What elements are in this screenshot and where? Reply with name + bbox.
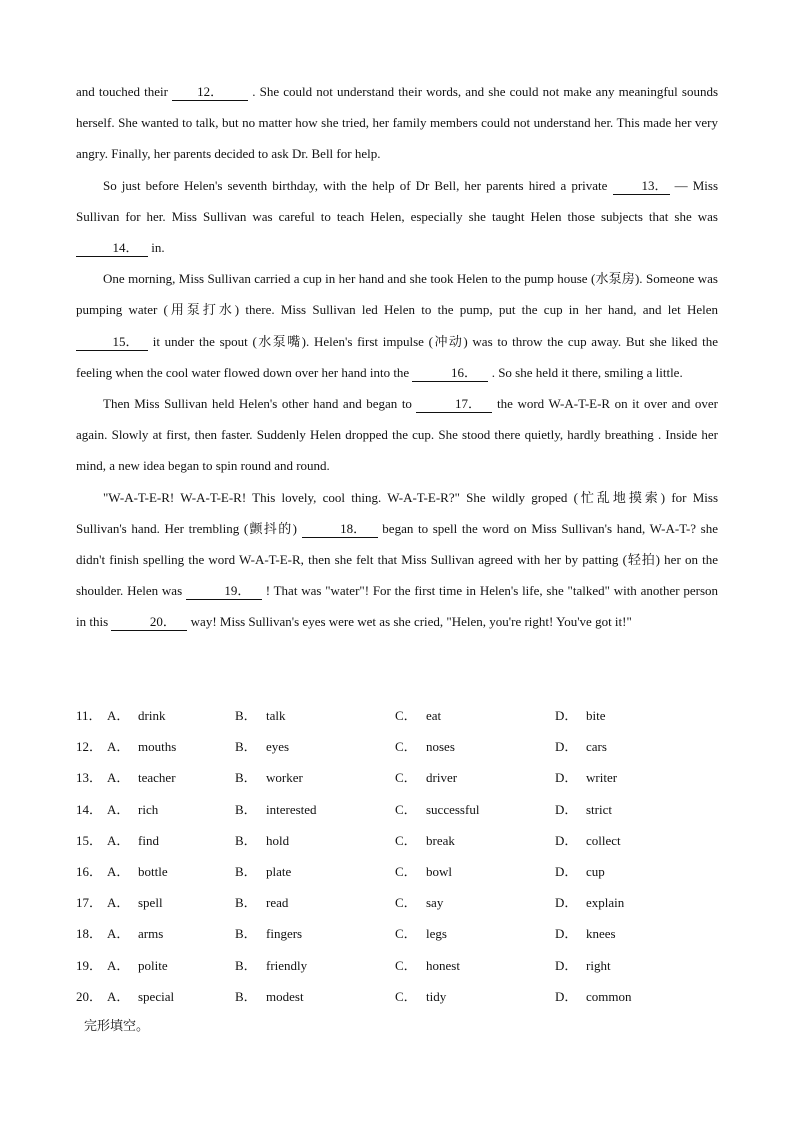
- option-letter: A．: [107, 957, 130, 973]
- text: way! Miss Sullivan's eyes were wet as she cried, "Helen, you're right! You've got it!": [190, 614, 632, 630]
- text: — Miss Sullivan for her. Miss Sullivan was careful to teach Helen, especially she taught Helen those subjects that she was: [76, 177, 719, 224]
- option-letter: C．: [395, 895, 417, 911]
- option-letter: B．: [235, 863, 257, 879]
- option-a[interactable]: [76, 856, 168, 887]
- option-letter: C．: [395, 926, 417, 942]
- blank-14: 14．: [76, 240, 148, 257]
- text: in.: [151, 240, 165, 256]
- option-letter: C．: [395, 708, 417, 723]
- option-c[interactable]: [395, 794, 479, 825]
- option-text: knees: [586, 926, 616, 942]
- option-text: modest: [266, 988, 304, 1004]
- option-text: drink: [138, 708, 166, 723]
- option-d[interactable]: [555, 700, 606, 731]
- option-text: writer: [586, 770, 618, 786]
- option-c[interactable]: [395, 700, 441, 731]
- option-text: friendly: [266, 957, 308, 973]
- option-letter: B．: [235, 801, 257, 817]
- option-text: mouths: [138, 739, 177, 755]
- paragraph-2: [76, 170, 718, 264]
- question-number: 11．: [76, 708, 102, 723]
- option-text: common: [586, 988, 632, 1004]
- question-number: 14．: [76, 801, 103, 817]
- option-text: read: [266, 895, 289, 911]
- option-d[interactable]: [555, 981, 632, 1012]
- option-letter: D．: [555, 801, 578, 817]
- text: One morning, Miss Sullivan carried a cup in her hand and she took Helen to the pump house (水泵房). Someone was pumping water (用泵打水) there. Miss Sullivan led Helen to the pump, put the cup in her hand, and let Helen: [76, 271, 718, 318]
- option-text: interested: [266, 801, 317, 817]
- option-letter: D．: [555, 863, 578, 879]
- paragraph-1: [76, 76, 718, 170]
- option-b[interactable]: [235, 700, 286, 731]
- question-number: 12．: [76, 739, 103, 755]
- option-c[interactable]: [395, 981, 446, 1012]
- option-letter: B．: [235, 957, 257, 973]
- option-letter: B．: [235, 895, 257, 911]
- option-letter: A．: [107, 988, 130, 1004]
- text: . She could not understand their words, and she could not make any meaningful sounds herself. She wanted to talk, but no matter how she tried, her family members could not understand her. This made her very angry. Finally, her parents decided to ask Dr. Bell for help.: [76, 84, 719, 162]
- blank-15: 15．: [76, 334, 148, 351]
- option-letter: A．: [107, 801, 130, 817]
- option-a[interactable]: [76, 731, 176, 762]
- blank-13: 13．: [613, 178, 670, 195]
- question-number: 19．: [76, 957, 103, 973]
- option-letter: B．: [235, 739, 257, 755]
- option-c[interactable]: [395, 825, 455, 856]
- option-letter: D．: [555, 708, 578, 723]
- option-row: [76, 731, 736, 762]
- option-d[interactable]: [555, 918, 616, 949]
- text: the word W-A-T-E-R on it over and over again. Slowly at first, then faster. Suddenly Helen dropped the cup. She stood there quietly, hardly breathing . Inside her mind, a new idea began to spin round and round.: [76, 396, 718, 474]
- option-text: find: [138, 832, 159, 848]
- paragraph-5: [76, 482, 718, 638]
- option-a[interactable]: [76, 794, 158, 825]
- option-row: [76, 950, 736, 981]
- option-letter: B．: [235, 708, 257, 723]
- option-text: right: [586, 957, 611, 973]
- option-text: rich: [138, 801, 159, 817]
- option-row: [76, 825, 736, 856]
- blank-12: 12．: [172, 84, 248, 101]
- option-c[interactable]: [395, 918, 447, 949]
- blank-19: 19．: [186, 583, 262, 600]
- option-a[interactable]: [76, 950, 168, 981]
- option-c[interactable]: [395, 887, 443, 918]
- option-b[interactable]: [235, 918, 302, 949]
- option-row: [76, 856, 736, 887]
- option-text: noses: [426, 739, 455, 755]
- question-number: 15．: [76, 832, 103, 848]
- option-text: bottle: [138, 863, 168, 879]
- option-text: special: [138, 988, 175, 1004]
- option-b[interactable]: [235, 981, 304, 1012]
- option-text: bite: [586, 708, 606, 723]
- option-text: tidy: [426, 988, 447, 1004]
- option-a[interactable]: [76, 887, 163, 918]
- option-a[interactable]: [76, 700, 165, 731]
- option-letter: C．: [395, 739, 417, 755]
- option-row: [76, 918, 736, 949]
- option-text: successful: [426, 801, 480, 817]
- option-c[interactable]: [395, 950, 460, 981]
- option-d[interactable]: [555, 731, 607, 762]
- option-text: eyes: [266, 739, 290, 755]
- option-text: honest: [426, 957, 460, 973]
- option-d[interactable]: [555, 762, 617, 793]
- option-letter: A．: [107, 708, 130, 723]
- option-d[interactable]: [555, 794, 612, 825]
- paragraph-3: [76, 263, 718, 388]
- option-letter: D．: [555, 895, 578, 911]
- option-text: fingers: [266, 926, 303, 942]
- text: So just before Helen's seventh birthday, with the help of Dr Bell, her parents hired a private: [103, 177, 608, 193]
- option-text: polite: [138, 957, 168, 973]
- option-d[interactable]: [555, 950, 611, 981]
- option-b[interactable]: [235, 794, 317, 825]
- option-row: [76, 887, 736, 918]
- question-number: 13．: [76, 770, 103, 786]
- option-a[interactable]: [76, 762, 176, 793]
- option-b[interactable]: [235, 762, 303, 793]
- option-letter: D．: [555, 770, 578, 786]
- option-text: say: [426, 895, 444, 911]
- option-a[interactable]: [76, 981, 174, 1012]
- option-b[interactable]: [235, 825, 289, 856]
- text: . So she held it there, smiling a little.: [491, 364, 683, 380]
- option-a[interactable]: [76, 918, 163, 949]
- option-letter: D．: [555, 957, 578, 973]
- question-number: 17．: [76, 895, 103, 911]
- option-text: worker: [266, 770, 303, 786]
- text: Then Miss Sullivan held Helen's other hand and began to: [103, 396, 412, 412]
- passage: [76, 76, 718, 638]
- option-letter: D．: [555, 988, 578, 1004]
- blank-18: 18．: [302, 521, 378, 538]
- option-text: collect: [586, 832, 621, 848]
- option-c[interactable]: [395, 762, 457, 793]
- option-letter: D．: [555, 739, 578, 755]
- option-letter: C．: [395, 957, 417, 973]
- option-text: strict: [586, 801, 612, 817]
- text: it under the spout (水泵嘴). Helen's first impulse (冲动) was to throw the cup away. But she liked the feeling when the cool water flowed down over her hand into the: [76, 333, 718, 380]
- question-number: 16．: [76, 863, 103, 879]
- option-letter: A．: [107, 895, 130, 911]
- option-c[interactable]: [395, 731, 455, 762]
- option-d[interactable]: [555, 856, 605, 887]
- text: "W-A-T-E-R! W-A-T-E-R! This lovely, cool thing. W-A-T-E-R?" She wildly groped (忙乱地摸索) for Miss Sullivan's hand. Her trembling (颤抖的): [76, 489, 718, 536]
- option-letter: B．: [235, 926, 257, 942]
- paragraph-4: [76, 388, 718, 482]
- option-letter: B．: [235, 770, 257, 786]
- option-text: cars: [586, 739, 607, 755]
- option-c[interactable]: [395, 856, 452, 887]
- option-letter: C．: [395, 832, 417, 848]
- option-row: [76, 762, 736, 793]
- option-text: talk: [266, 708, 286, 723]
- option-d[interactable]: [555, 825, 621, 856]
- option-text: bowl: [426, 863, 452, 879]
- option-letter: D．: [555, 926, 578, 942]
- option-text: driver: [426, 770, 458, 786]
- option-b[interactable]: [235, 887, 288, 918]
- option-row: [76, 700, 736, 731]
- option-letter: C．: [395, 801, 417, 817]
- option-letter: B．: [235, 832, 257, 848]
- question-number: 20．: [76, 988, 103, 1004]
- text: and touched their: [76, 84, 168, 99]
- question-number: 18．: [76, 926, 103, 942]
- option-text: break: [426, 832, 455, 848]
- option-letter: A．: [107, 770, 130, 786]
- option-row: [76, 794, 736, 825]
- options-list: [76, 700, 736, 1012]
- option-d[interactable]: [555, 887, 624, 918]
- option-text: hold: [266, 832, 290, 848]
- option-b[interactable]: [235, 950, 307, 981]
- option-b[interactable]: [235, 731, 289, 762]
- option-letter: B．: [235, 988, 257, 1004]
- text: began to spell the word on Miss Sullivan's hand, W-A-T-? she didn't finish spelling the word W-A-T-E-R, then she felt that Miss Sullivan agreed with her by patting (轻拍) her on the shoulder. Helen was: [76, 520, 719, 599]
- option-text: legs: [426, 926, 447, 942]
- blank-17: 17．: [416, 396, 492, 413]
- option-text: explain: [586, 895, 625, 911]
- option-letter: A．: [107, 863, 130, 879]
- option-letter: C．: [395, 770, 417, 786]
- option-b[interactable]: [235, 856, 291, 887]
- blank-20: 20．: [111, 614, 187, 631]
- option-letter: A．: [107, 832, 130, 848]
- instruction: 完形填空。: [84, 1019, 150, 1034]
- option-letter: C．: [395, 988, 417, 1004]
- option-text: cup: [586, 863, 605, 879]
- option-letter: C．: [395, 863, 417, 879]
- option-a[interactable]: [76, 825, 159, 856]
- option-text: plate: [266, 863, 292, 879]
- text: ! That was "water"! For the first time in Helen's life, she "talked" with another person in this: [76, 583, 719, 630]
- option-text: eat: [426, 708, 442, 723]
- option-row: [76, 981, 736, 1012]
- option-text: teacher: [138, 770, 176, 786]
- option-letter: D．: [555, 832, 578, 848]
- blank-16: 16．: [412, 365, 488, 382]
- option-text: spell: [138, 895, 163, 911]
- option-letter: A．: [107, 926, 130, 942]
- option-text: arms: [138, 926, 164, 942]
- option-letter: A．: [107, 739, 130, 755]
